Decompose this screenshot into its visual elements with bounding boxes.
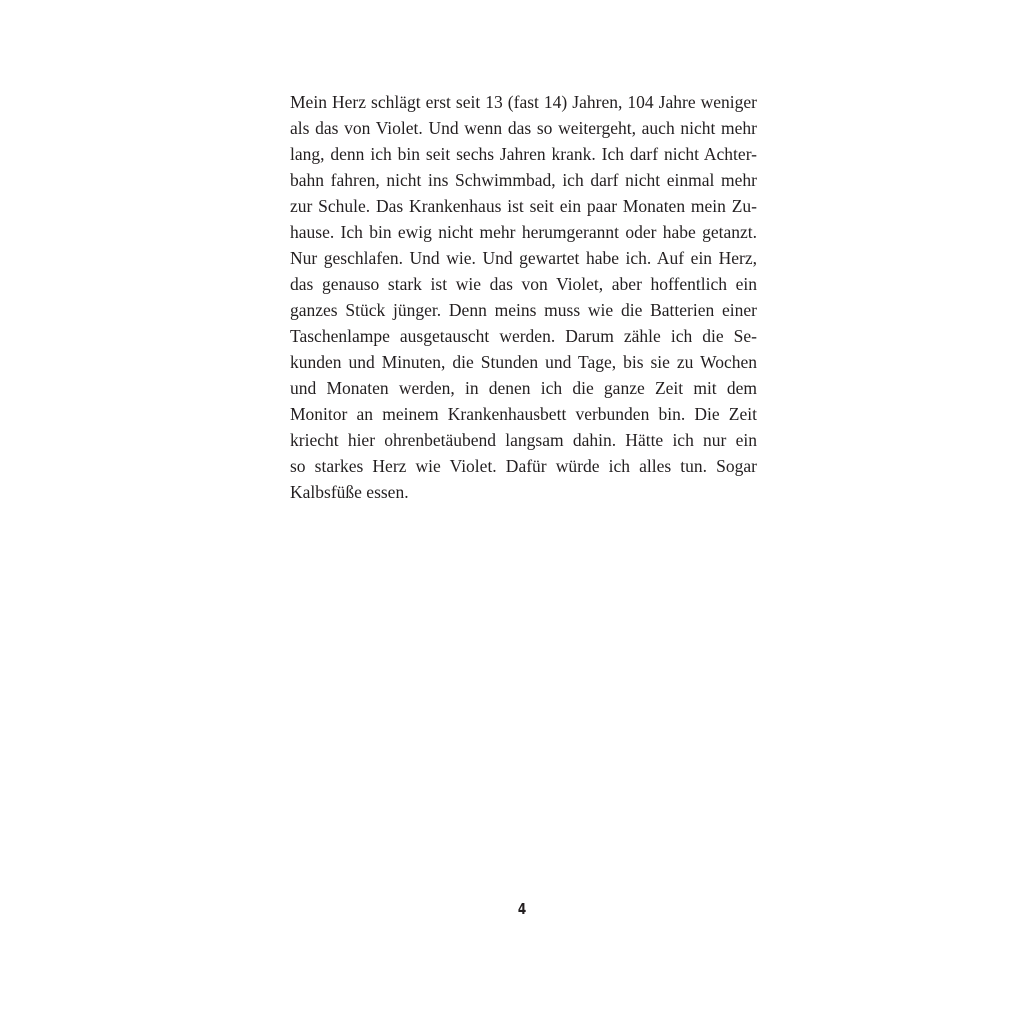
text-line: hause. Ich bin ewig nicht mehr herumgerannt oder habe getanzt. (290, 222, 757, 242)
text-line: Kalbsfüße essen. (290, 482, 409, 502)
text-line: lang, denn ich bin seit sechs Jahren krank. Ich darf nicht Achter- (290, 144, 757, 164)
text-line: kriecht hier ohrenbetäubend langsam dahin. Hätte ich nur ein (290, 430, 757, 450)
text-line: das genauso stark ist wie das von Violet, aber hoffentlich ein (290, 274, 757, 294)
text-line: als das von Violet. Und wenn das so weitergeht, auch nicht mehr (290, 118, 757, 138)
text-line: zur Schule. Das Krankenhaus ist seit ein paar Monaten mein Zu- (290, 196, 757, 216)
text-line: ganzes Stück jünger. Denn meins muss wie die Batterien einer (290, 300, 757, 320)
text-line: kunden und Minuten, die Stunden und Tage, bis sie zu Wochen (290, 352, 757, 372)
text-line: Nur geschlafen. Und wie. Und gewartet habe ich. Auf ein Herz, (290, 248, 757, 268)
body-paragraph (290, 89, 757, 505)
text-line: so starkes Herz wie Violet. Dafür würde ich alles tun. Sogar (290, 456, 757, 476)
text-line: Mein Herz schlägt erst seit 13 (fast 14) Jahren, 104 Jahre weniger (290, 92, 757, 112)
text-line: und Monaten werden, in denen ich die ganze Zeit mit dem (290, 378, 757, 398)
text-line: Taschenlampe ausgetauscht werden. Darum zähle ich die Se- (290, 326, 757, 346)
text-line: bahn fahren, nicht ins Schwimmbad, ich darf nicht einmal mehr (290, 170, 757, 190)
page-number: 4 (517, 900, 527, 918)
text-line: Monitor an meinem Krankenhausbett verbunden bin. Die Zeit (290, 404, 757, 424)
